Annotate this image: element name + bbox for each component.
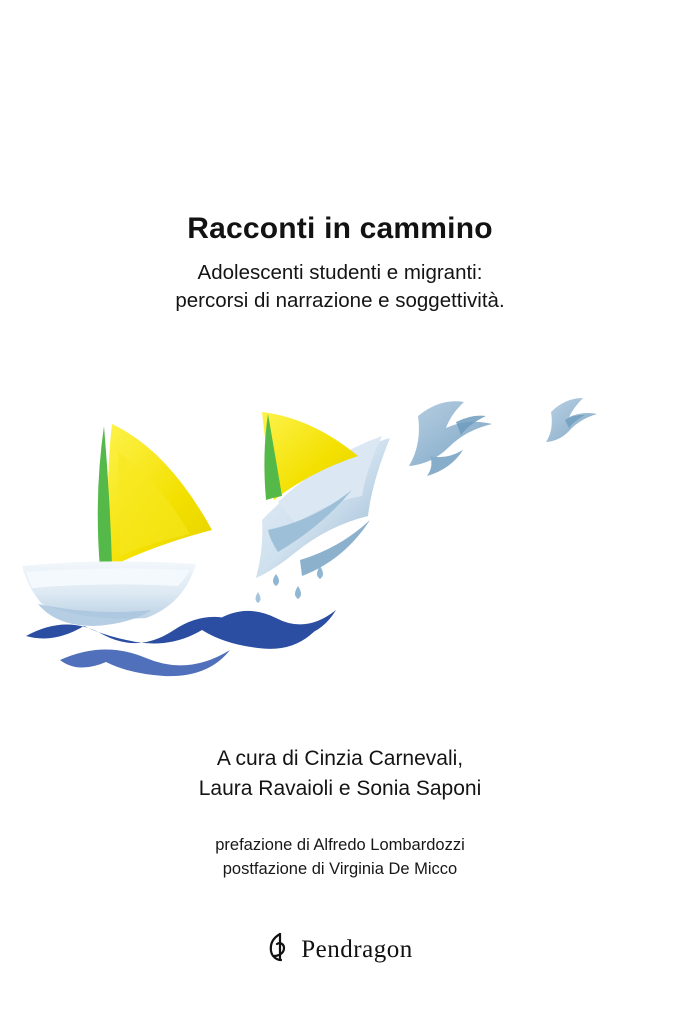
publisher-block xyxy=(0,932,680,967)
credits-block xyxy=(0,744,680,881)
bird-far-icon xyxy=(546,398,597,442)
sailboat-hull-icon xyxy=(22,561,196,626)
subtitle-line-2: percorsi di narrazione e soggettività. xyxy=(175,289,505,313)
publisher-name: Pendragon xyxy=(301,935,413,963)
preface-credit: prefazione di Alfredo Lombardozzi xyxy=(215,835,465,854)
water-drop-icon xyxy=(256,592,261,603)
water-drop-icon xyxy=(295,586,301,599)
subtitle-line-1: Adolescenti studenti e migranti: xyxy=(197,261,483,284)
afterword-credit: postfazione di Virginia De Micco xyxy=(222,859,458,878)
cover-illustration xyxy=(0,360,680,690)
bird-middle-icon xyxy=(409,401,492,476)
sailboat-and-birds-illustration xyxy=(0,360,680,690)
page-title: Racconti in cammino xyxy=(187,212,493,245)
pendragon-harp-icon xyxy=(267,932,293,967)
water-drop-icon xyxy=(273,574,279,586)
editors-line-2: Laura Ravaioli e Sonia Saponi xyxy=(198,776,482,800)
editors-line-1: A cura di Cinzia Carnevali, xyxy=(216,747,464,770)
yellow-sail-large-icon xyxy=(98,424,212,569)
contributions-block xyxy=(0,834,680,882)
title-block xyxy=(0,212,680,316)
